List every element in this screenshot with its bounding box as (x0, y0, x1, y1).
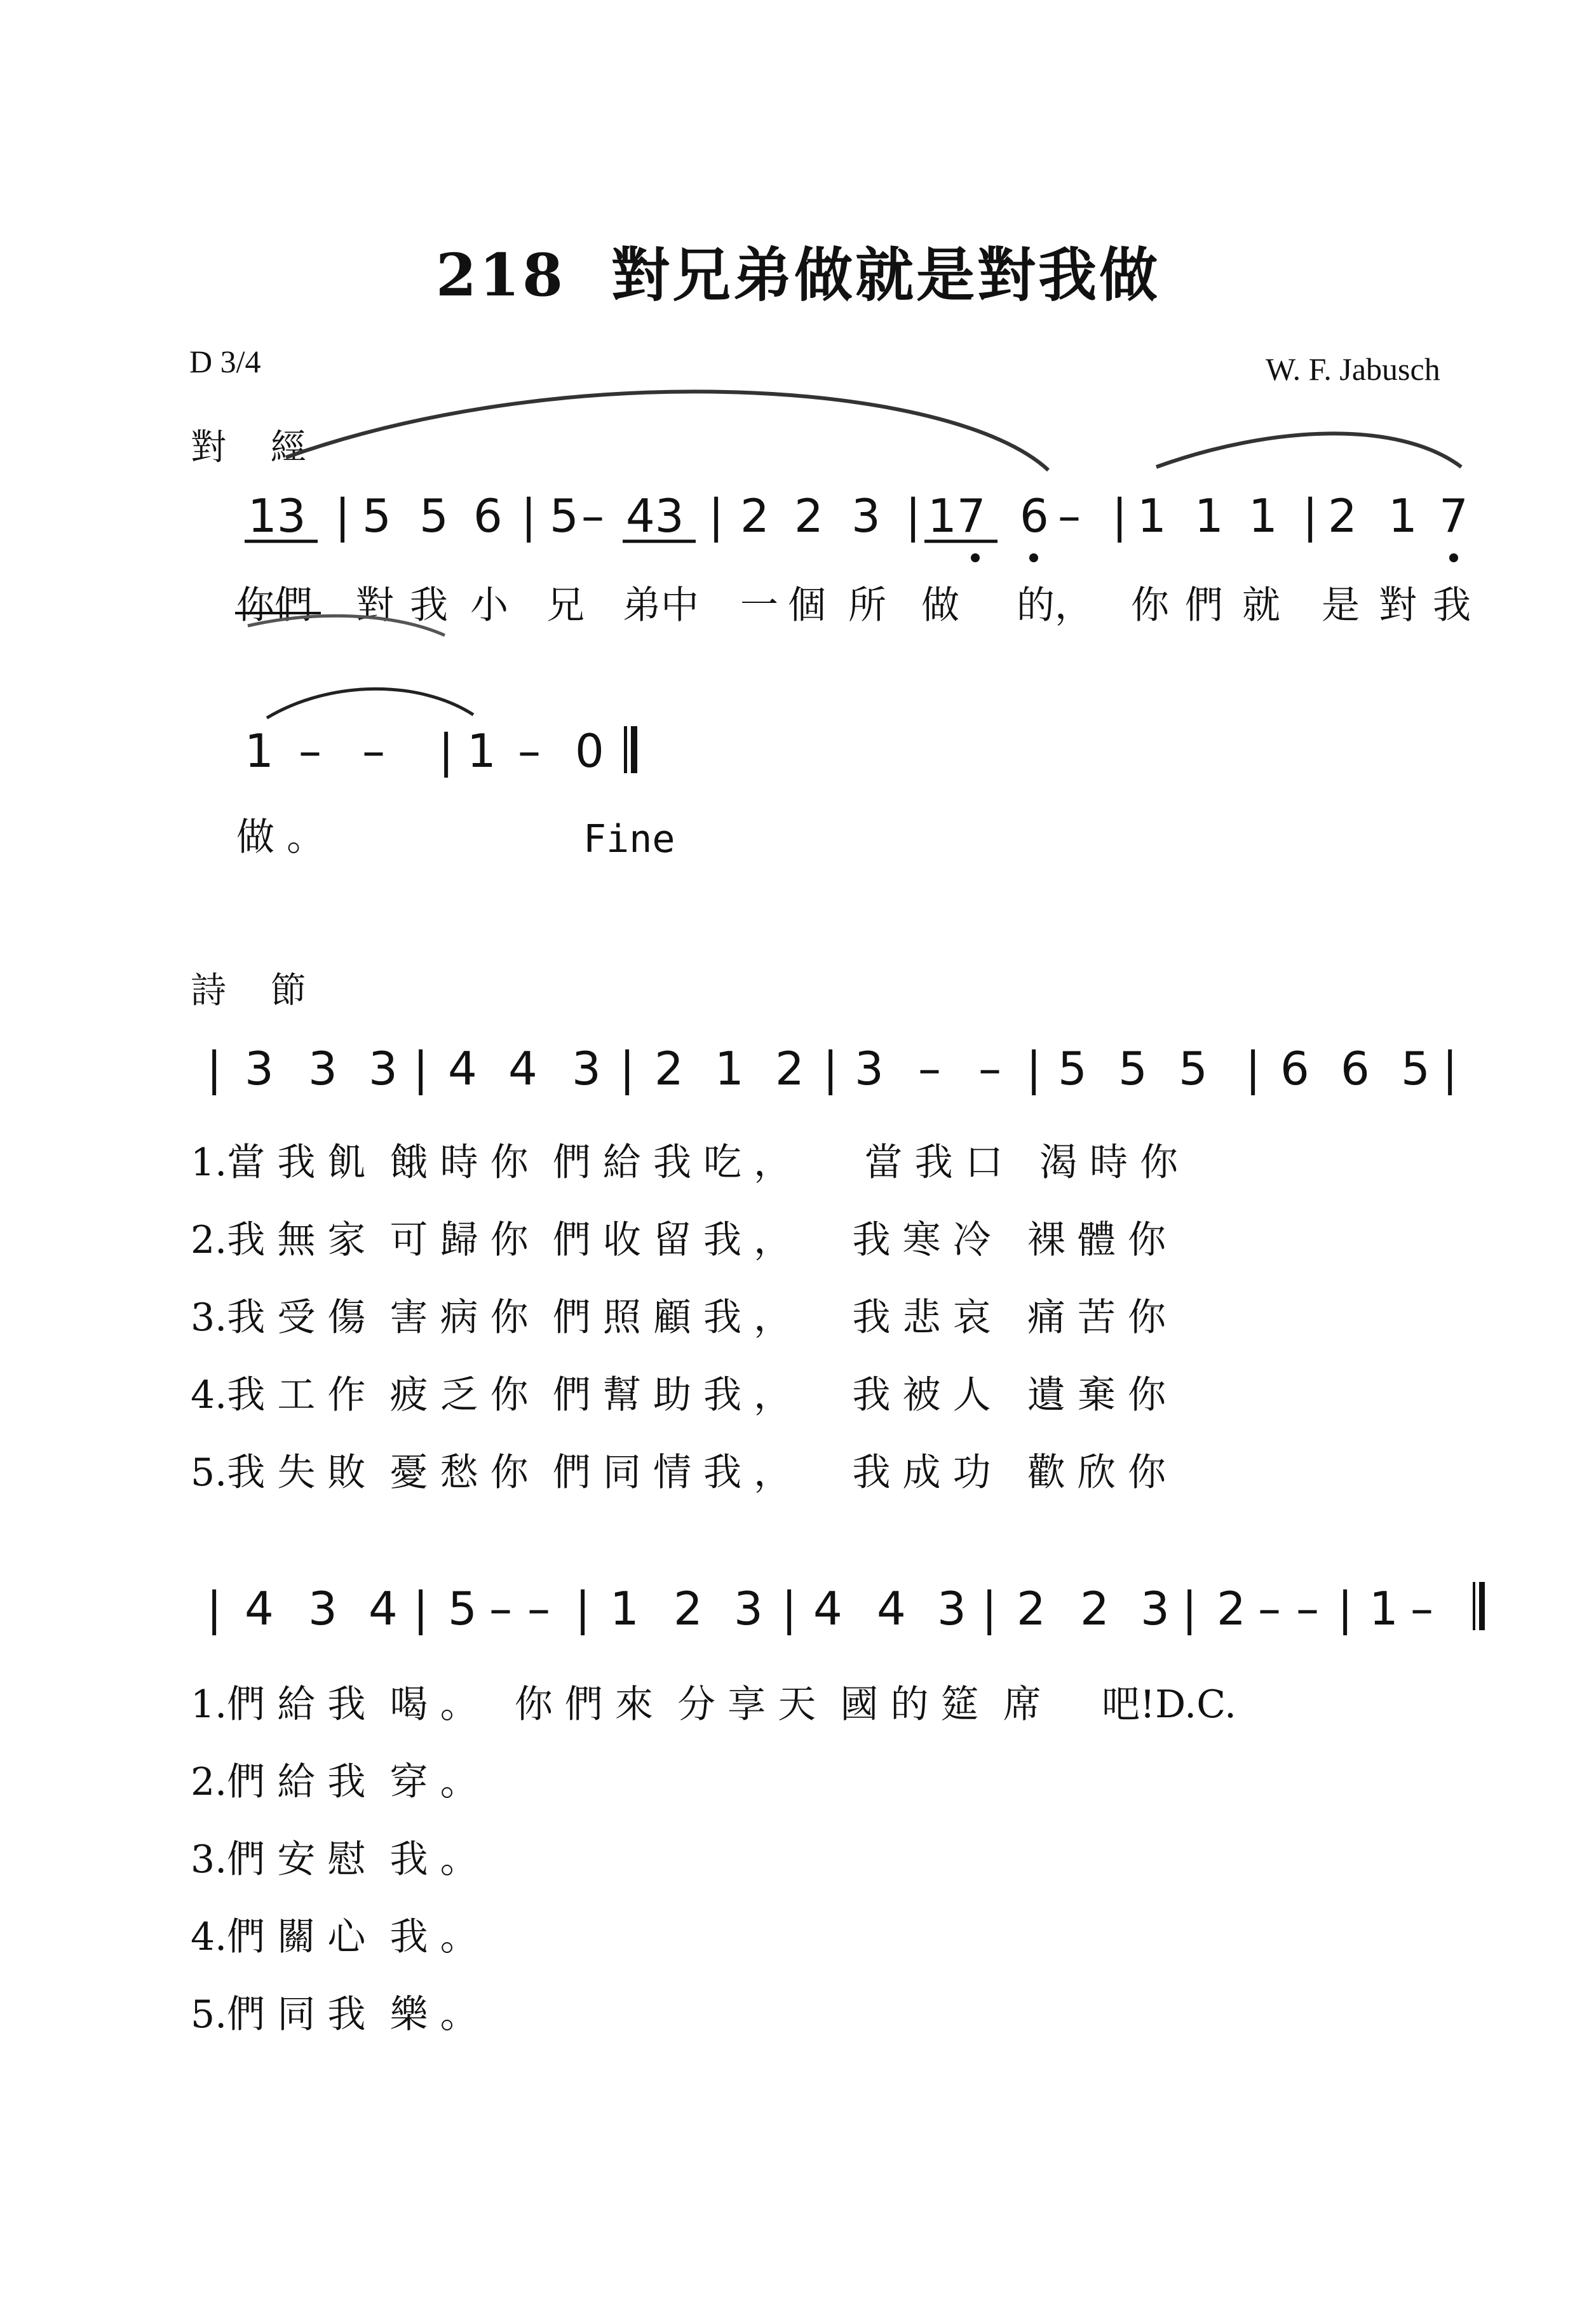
note: 43 (626, 489, 684, 543)
barline: | (619, 1042, 635, 1095)
barline: | (781, 1582, 797, 1635)
note: 2 (1017, 1582, 1046, 1635)
verse-lyric-line: 4.我 工 作 疲 乏 你 們 幫 助 我 ， 我 被 人 遺 棄 你 (191, 1373, 1166, 1417)
refrain-label: 對 經 (191, 427, 323, 468)
slur (1156, 433, 1461, 467)
barline: | (521, 489, 537, 543)
note: 3 (734, 1582, 763, 1635)
lyric: 就 (1242, 583, 1280, 628)
slur (248, 616, 445, 635)
lyric: 你 (1131, 583, 1169, 628)
note: 4 (508, 1042, 538, 1095)
verse-lyric-line: 5.們 同 我 樂 。 (191, 1992, 478, 2037)
note: 5 (1179, 1042, 1208, 1095)
octave-dot (971, 553, 980, 562)
dash: – (918, 1042, 941, 1095)
barline: | (1245, 1042, 1261, 1095)
barline: | (206, 1042, 222, 1095)
note: 1 (1388, 489, 1417, 543)
verse-lyric-line: 3.們 安 慰 我 。 (191, 1837, 478, 1882)
note: 2 (1328, 489, 1357, 543)
barline: | (1302, 489, 1318, 543)
note: 2 (673, 1582, 703, 1635)
note: 2 (1217, 1582, 1246, 1635)
composer: W. F. Jabusch (1266, 351, 1440, 387)
note: 4 (813, 1582, 842, 1635)
barline: | (575, 1582, 591, 1635)
verse-lyric-line: 4.們 關 心 我 。 (191, 1915, 478, 1959)
note: 6 (473, 489, 503, 543)
dash: – (1058, 489, 1081, 543)
note: 1 (1194, 489, 1224, 543)
note: 6 (1020, 489, 1049, 543)
dash: – (527, 1582, 550, 1635)
note: 7 (1439, 489, 1468, 543)
note: 3 (855, 1042, 884, 1095)
dash: – (1410, 1582, 1433, 1635)
barline: | (905, 489, 921, 543)
note: 13 (248, 489, 306, 543)
lyric: 小 (470, 583, 508, 628)
note: 2 (654, 1042, 684, 1095)
barline: | (982, 1582, 998, 1635)
note: 5 (362, 489, 391, 543)
lyric: 我 (1433, 583, 1471, 628)
lyric: 兄 (546, 583, 585, 628)
verse-label: 詩 節 (191, 970, 323, 1011)
note: 5 (419, 489, 449, 543)
note: 3 (308, 1042, 337, 1095)
key-time-signature: D 3/4 (189, 344, 261, 379)
barline: | (438, 724, 454, 778)
note: 3 (937, 1582, 966, 1635)
dash: – (581, 489, 604, 543)
note: 2 (794, 489, 823, 543)
note: 5 (550, 489, 579, 543)
barline: | (206, 1582, 222, 1635)
note: 5 (448, 1582, 477, 1635)
note: 3 (245, 1042, 274, 1095)
final-barline (1479, 1582, 1485, 1630)
dash: – (1296, 1582, 1319, 1635)
barline: | (823, 1042, 839, 1095)
barline: | (413, 1582, 429, 1635)
barline: | (1026, 1042, 1042, 1095)
dash: – (518, 724, 541, 778)
lyric: 是 (1322, 583, 1360, 628)
refrain-line2-lyric: 做 。 (236, 815, 325, 860)
note: 6 (1280, 1042, 1309, 1095)
fine-marker: Fine (583, 817, 675, 861)
barline: | (413, 1042, 429, 1095)
dash: – (489, 1582, 512, 1635)
verse-lyric-line: 3.我 受 傷 害 病 你 們 照 顧 我 ， 我 悲 哀 痛 苦 你 (191, 1295, 1166, 1340)
note: 0 (575, 724, 604, 778)
note: 5 (1118, 1042, 1147, 1095)
verse-lyric-line: 1.當 我 飢 餓 時 你 們 給 我 吃 ， 當 我 口 渴 時 你 (191, 1140, 1179, 1185)
note: 4 (877, 1582, 906, 1635)
dash: – (978, 1042, 1001, 1095)
barline: | (1182, 1582, 1198, 1635)
note: 5 (1058, 1042, 1087, 1095)
note: 6 (1341, 1042, 1370, 1095)
dash: – (299, 724, 321, 778)
lyric: 個 (788, 583, 826, 628)
final-barline (631, 726, 637, 773)
lyric: 對 (1379, 583, 1417, 628)
verse-lyric-line: 2.們 給 我 穿 。 (191, 1760, 478, 1804)
dash: – (1258, 1582, 1281, 1635)
note: 4 (369, 1582, 398, 1635)
note: 1 (245, 724, 274, 778)
note: 3 (572, 1042, 601, 1095)
note: 1 (1248, 489, 1278, 543)
note: 3 (1140, 1582, 1170, 1635)
note: 4 (448, 1042, 477, 1095)
note: 2 (1080, 1582, 1109, 1635)
note: 1 (610, 1582, 639, 1635)
note: 3 (851, 489, 881, 543)
note: 1 (1369, 1582, 1398, 1635)
lyric: 的， (1017, 583, 1093, 628)
dash: – (362, 724, 385, 778)
note: 1 (715, 1042, 744, 1095)
barline: | (1337, 1582, 1353, 1635)
barline: | (1442, 1042, 1458, 1095)
note: 5 (1401, 1042, 1430, 1095)
verse-lyric-line: 5.我 失 敗 憂 愁 你 們 同 情 我 ， 我 成 功 歡 欣 你 (191, 1450, 1166, 1495)
lyric: 做 (921, 583, 959, 628)
note: 1 (1137, 489, 1167, 543)
barline: | (335, 489, 351, 543)
verse-lyric-line: 1.們 給 我 喝 。 你 們 來 分 享 天 國 的 筵 席 吧!D.C. (191, 1682, 1237, 1727)
note: 3 (369, 1042, 398, 1095)
verse-lyric-line: 2.我 無 家 可 歸 你 們 收 留 我 ， 我 寒 冷 裸 體 你 (191, 1218, 1166, 1262)
slur (286, 391, 1048, 470)
final-barline (1473, 1582, 1475, 1630)
final-barline (624, 726, 627, 773)
note: 1 (467, 724, 496, 778)
lyric: 你們 (236, 583, 313, 628)
note: 4 (245, 1582, 274, 1635)
lyric: 我 (410, 583, 448, 628)
page-title: 218 對兄弟做就是對我做 (435, 241, 1161, 309)
lyric: 所 (848, 583, 886, 628)
barline: | (1112, 489, 1128, 543)
slur (267, 689, 473, 718)
note: 17 (928, 489, 986, 543)
octave-dot (1449, 553, 1458, 562)
note: 2 (740, 489, 769, 543)
lyric: 弟中 (623, 583, 699, 628)
barline: | (708, 489, 724, 543)
lyric: 一 (740, 583, 778, 628)
note: 2 (775, 1042, 804, 1095)
note: 3 (308, 1582, 337, 1635)
lyric: 們 (1185, 583, 1223, 628)
octave-dot (1029, 553, 1038, 562)
lyric: 對 (356, 583, 394, 628)
